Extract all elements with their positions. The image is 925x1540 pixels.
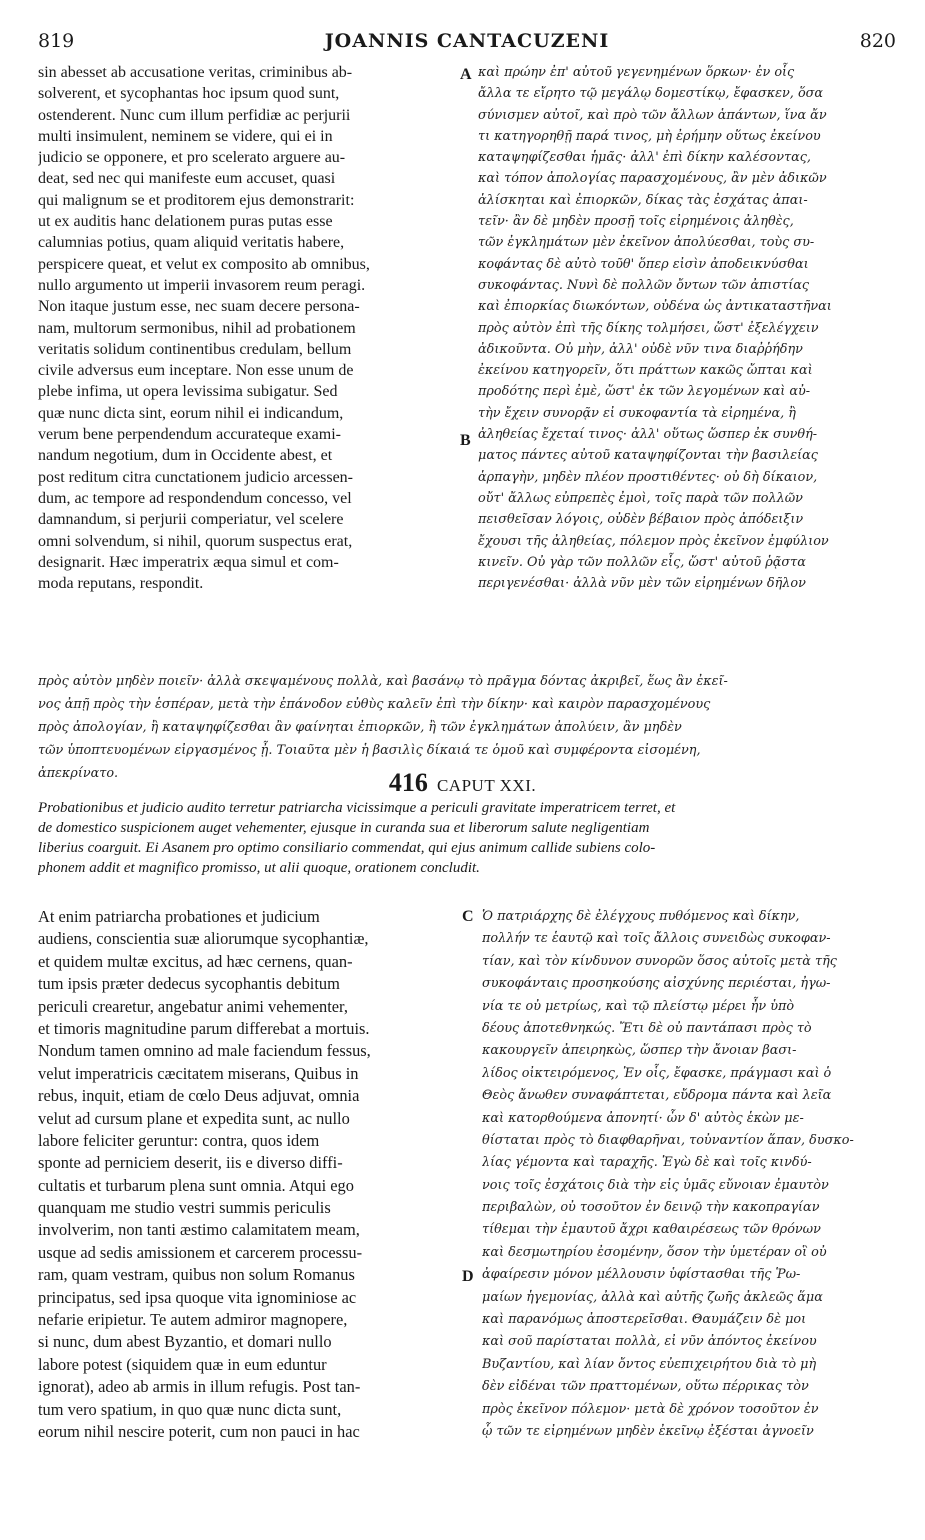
text-line: πεισθεῖσαν λόγοις, οὐδὲν βέβαιον πρὸς ἀπόδειξιν	[478, 512, 804, 528]
text-line: δὲν εἰδέναι τῶν πραττομένων, οὕτω πέρρικας τὸν	[482, 1379, 809, 1395]
text-line: damnandum, si perjurii comperiatur, vel scelere	[38, 511, 344, 529]
text-line: veritatis solidum continentibus credulam, bellum	[38, 340, 352, 358]
chapter-title: CAPUT XXI.	[436, 776, 537, 795]
text-line: sin abesset ab accusatione veritas, criminibus ab-	[38, 64, 353, 81]
text-line: velut ad cursum plane et expedita sunt, ac nullo	[38, 1108, 350, 1128]
text-line: μαίων ἡγεμονίας, ἀλλὰ καὶ αὐτῆς ζωῆς ἀκλεῶς ἅμα	[482, 1289, 823, 1305]
text-line: ἀληθείας ἔχεταί τινος· ἀλλ' οὕτως ὥσπερ ἐκ συνθή-	[478, 427, 818, 443]
text-line: omni solvendum, si nihil, quorum suspectus erat,	[38, 532, 353, 550]
text-line: κινεῖν. Οὐ γὰρ τῶν πολλῶν εἷς, ὥστ' αὐτοῦ ῥᾷστα	[478, 554, 806, 570]
greek-column-top	[478, 62, 896, 594]
text-line: post reditum citra cunctationem judicio arcessen-	[38, 468, 353, 486]
text-line: Θεὸς ἄνωθεν συναφάπτεται, εὔδρομα πάντα καὶ λεῖα	[482, 1088, 832, 1104]
text-line: ἀδικοῦντα. Οὐ μὴν, ἀλλ' οὐδὲ νῦν τινα διαῤῥήδην	[478, 341, 803, 357]
text-line: phonem addit et magnifico promisso, ut alii quoque, orationem concludit.	[38, 860, 480, 876]
text-line: οὔτ' ἄλλως εὐπρεπὲς ἐμοὶ, τοῖς παρὰ τῶν πολλῶν	[478, 490, 803, 506]
text-line: ἔχουσι τῆς ἀληθείας, πόλεμον πρὸς ἐκεῖνον ἐμφύλιον	[478, 533, 829, 549]
text-line: περιγενέσθαι· ἀλλὰ νῦν μὲν τῶν εἰρημένων δῆλον	[478, 576, 806, 592]
text-line: Βυζαντίου, καὶ λίαν ὄντος εὐεπιχειρήτου διὰ τὸ μὴ	[482, 1356, 817, 1372]
text-line: multi insimulent, neminem se videre, qui ei in	[38, 127, 333, 145]
text-line: συκοφάντας. Νυνὶ δὲ πολλῶν ὄντων τῶν ἀπιστίας	[478, 277, 810, 293]
text-line: nullo argumento ut imperii invasorem reum peragi.	[38, 276, 366, 294]
text-line: ἁρπαγὴν, μηδὲν πλέον προστιθέντες· οὐ δὴ δίκαιον,	[478, 469, 818, 485]
text-line: πρὸς ἀπολογίαν, ἢ καταψηφίζεσθαι ἂν φαίνηται ἐπιορκῶν, ἢ τῶν ἐγκλημάτων ἀπολύειν, ἂν μηδὲν	[38, 720, 682, 735]
text-line: qui malignum se et proditorem ejus demonstrarit:	[38, 191, 355, 209]
text-line: nefarie eripietur. Te autem admiror magnopere,	[38, 1310, 348, 1330]
text-line: audiens, conscientia suæ aliorumque sycophantiæ,	[38, 929, 369, 949]
text-line: καὶ παρανόμως ἀποστερεῖσθαι. Θαυμάζειν δὲ μοι	[482, 1312, 807, 1328]
text-line: perspicere queat, et velut ex composito ab omnibus,	[38, 255, 370, 273]
greek-column-bottom	[482, 906, 896, 1443]
margin-letter-b: B	[460, 432, 471, 449]
text-line: Ὁ πατριάρχης δὲ ἐλέγχους πυθόμενος καὶ δίκην,	[482, 909, 800, 924]
text-line: τίθεμαι τὴν ἐμαυτοῦ ἄχρι καθαιρέσεως τῶν θρόνων	[482, 1222, 821, 1238]
text-line: σύνισμεν αὐτοῖ, καὶ πρὸ τῶν ἄλλων ἁπάντων, ἵνα ἄν	[478, 107, 827, 123]
text-line: ram, quam vestram, quibus non solum Romanus	[38, 1265, 355, 1285]
text-line: calumnias potius, quam aliquid veritatis habere,	[38, 234, 345, 252]
chapter-summary	[38, 798, 896, 878]
text-line: λίδος οἰκτειρόμενος, Ἐν οἷς, ἔφασκε, πράγμασι καὶ ὁ	[482, 1065, 832, 1081]
text-line: ἀπεκρίνατο.	[38, 766, 119, 781]
text-line: ματος πάντες αὐτοῦ καταψηφίζονται τὴν βασιλείας	[478, 448, 818, 464]
text-line: Nondum tamen omnino ad male faciendum fessus,	[38, 1041, 371, 1061]
text-line: ἀφαίρεσιν μόνον μέλλουσιν ὑφίστασθαι τῆς Ῥω-	[482, 1267, 801, 1283]
margin-letter-d: D	[462, 1268, 474, 1285]
text-line: Probationibus et judicio audito terretur patriarcha vicissimque a periculi gravitate imperatricem terret, et	[38, 800, 676, 816]
text-line: nam, multorum sermonibus, nihil ad probationem	[38, 319, 356, 337]
latin-column-bottom	[38, 906, 462, 1443]
text-line: At enim patriarcha probationes et judicium	[38, 907, 320, 926]
text-line: dum, ac tempore ad respondendum concesso, vel	[38, 489, 352, 507]
text-line: plebe infima, ut opera levissima subigatur. Sed	[38, 383, 338, 401]
text-line: involverim, non tanti æstimo calamitatem meam,	[38, 1220, 360, 1240]
text-line: civile adversus eum inceptare. Non esse unum de	[38, 362, 354, 380]
text-line: κακουργεῖν ἀπειρηκὼς, ὥσπερ τὴν ἄνοιαν βασι-	[482, 1043, 797, 1059]
text-line: solverent, et sycophantas hoc ipsum quod sunt,	[38, 85, 340, 103]
margin-letter-c: C	[462, 908, 474, 925]
text-line: principatus, sed ipsa quoque vita ignominiose ac	[38, 1287, 357, 1307]
text-line: Non itaque justum esse, nec suam decere persona-	[38, 298, 360, 316]
chapter-number: 416	[388, 768, 428, 797]
text-line: tum ipsis præter dedecus sycophantis debitum	[38, 974, 340, 994]
text-line: τὴν ἔχειν συνορᾷν εἰ συκοφαντία τὰ εἰρημένα, ἢ	[478, 405, 796, 421]
text-line: τῶν ὑποπτευομένων εἰργασμένος ᾖ. Τοιαῦτα μὲν ἡ βασιλὶς δίκαιά τε ὁμοῦ καὶ συμφέροντα εἰσομένη,	[38, 743, 701, 758]
text-line: labore potest (siquidem quæ in eum eduntur	[38, 1354, 327, 1374]
text-line: πολλήν τε ἑαυτῷ καὶ τοῖς ἄλλοις συνειδὼς συκοφαν-	[482, 931, 831, 947]
text-line: designarit. Hæc imperatrix æqua simul et com-	[38, 553, 339, 571]
text-line: δέους ἀποτεθνηκώς. Ἔτι δὲ οὐ παντάπασι πρὸς τὸ	[482, 1020, 812, 1036]
text-line: τεῖν· ἂν δὲ μηδὲν προσῇ τοῖς εἰρημένοις ἀληθὲς,	[478, 214, 794, 230]
text-line: νος ἀπῇ πρὸς τὴν ἑσπέραν, μετὰ τὴν ἐπάνοδον εὐθὺς καλεῖν ἐπὶ τὴν δίκην· καὶ καιρὸν παρασχομένους	[38, 697, 711, 712]
text-line: judicio se opponere, et pro scelerato arguere au-	[38, 149, 346, 167]
text-line: πρὸς αὐτὸν μηδὲν ποιεῖν· ἀλλὰ σκεψαμένους πολλὰ, καὶ βασάνῳ τὸ πρᾶγμα δόντας ἀκριβεῖ, ἕως ἂν ἐκεῖ-	[38, 674, 728, 689]
text-line: καταψηφίζεσθαι ἡμᾶς· ἀλλ' ἐπὶ δίκην καλέσοντας,	[478, 150, 811, 166]
latin-column-top	[38, 62, 458, 594]
margin-letter-a: A	[460, 66, 472, 83]
text-line: προδότης περὶ ἐμὲ, ὥστ' ἐκ τῶν λεγομένων καὶ αὐ-	[478, 384, 811, 400]
text-line: νία τε οὐ μετρίως, καὶ τῷ πλείστῳ μέρει ἦν ὑπὸ	[482, 998, 795, 1014]
text-line: κοφάντας δὲ αὐτὸ τοῦθ' ὅπερ εἰσὶν ἀποδεικνύσθαι	[478, 256, 809, 272]
text-line: labore feliciter geruntur: contra, quos idem	[38, 1130, 320, 1150]
running-header	[38, 30, 896, 56]
text-line: usque ad sedis amissionem et carcerem processu-	[38, 1242, 363, 1262]
text-line: ἄλλα τε εἴρητο τῷ μεγάλῳ δομεστίκῳ, ἔφασκεν, ὅσα	[478, 86, 824, 102]
text-line: καὶ σοῦ παρίσταται πολλὰ, εἰ νῦν ἀπόντος ἐκείνου	[482, 1334, 817, 1350]
text-line: quæ nunc dicta sint, eorum nihil ei indicandum,	[38, 404, 344, 422]
text-line: καὶ πρώην ἐπ' αὐτοῦ γεγενημένων ὅρκων· ἐν οἷς	[478, 65, 795, 80]
text-line: moda reputans, respondit.	[38, 575, 204, 593]
page-number-left: 819	[38, 30, 75, 52]
text-line: rebus, inquit, etiam de cœlo Deus adjuvat, omnia	[38, 1086, 360, 1106]
text-line: nandum negotium, dum in Occidente abest, et	[38, 447, 333, 465]
text-line: quanquam me studio vestri summis periculis	[38, 1198, 331, 1218]
text-line: tum vero spatium, in quo quæ nunc dicta sunt,	[38, 1399, 342, 1419]
text-line: καὶ ἐπιορκίας διωκόντων, οὐδένα ὡς ἀντικαταστῆναι	[478, 299, 832, 315]
text-line: πρὸς ἐκεῖνον πόλεμον· μετὰ δὲ χρόνον τοσοῦτον ἐν	[482, 1401, 819, 1417]
text-line: ignorat), adeo ab armis in illum refugis. Post tan-	[38, 1377, 361, 1397]
text-line: ᾧ τῶν τε εἰρημένων μηδὲν ἐκεῖνῳ ἐξέσται ἀγνοεῖν	[482, 1423, 814, 1439]
text-line: καὶ τόπον ἀπολογίας παρασχομένους, ἂν μὲν ἀδικῶν	[478, 171, 827, 187]
text-line: ut ex auditis hanc delationem puras putas esse	[38, 213, 333, 231]
text-line: θίσταται πρὸς τὸ διαφθαρῆναι, τοὐναντίον ἅπαν, δυσκο-	[482, 1132, 854, 1148]
text-line: deat, sed nec qui manifeste eum accuset, quasi	[38, 170, 336, 188]
text-line: περιβαλὼν, οὐ τοσοῦτον ἐν δεινῷ τὴν κακοπραγίαν	[482, 1200, 820, 1216]
text-line: τῶν ἐγκλημάτων μὲν ἐκεῖνον ἀπολύεσθαι, τοὺς συ-	[478, 235, 815, 251]
text-line: sponte ad perniciem deserit, iis e diverso diffi-	[38, 1153, 343, 1173]
text-line: velut imperatricis cæcitatem miserans, Quibus in	[38, 1063, 359, 1083]
text-line: ostenderent. Nunc cum illum perfidiæ ac perjurii	[38, 106, 351, 124]
text-line: τίαν, καὶ τὸν κίνδυνον συνορῶν ὅσος αὐτοῖς μετὰ τῆς	[482, 953, 837, 969]
text-line: eorum nihil nescire poterit, cum non pauci in hac	[38, 1421, 360, 1441]
text-line: et quidem multæ excitus, ad hæc cernens, quan-	[38, 951, 353, 971]
chapter-heading	[0, 768, 925, 798]
page-number-right: 820	[859, 30, 896, 52]
running-title: JOANNIS CANTACUZENI	[324, 30, 610, 52]
text-line: καὶ δεσμωτηρίου ἐσομένην, ὅσον τὴν ὑμετέραν οἳ οὐ	[482, 1244, 827, 1260]
text-line: periculi crearetur, angebatur animi vehementer,	[38, 996, 348, 1016]
text-line: cultatis et turbarum plena sunt omnia. Atqui ego	[38, 1175, 354, 1195]
text-line: συκοφάνταις προσηκούσης αἰσχύνης περιέσται, ἠγω-	[482, 976, 831, 992]
text-line: verum bene perpendendum accurateque exami-	[38, 426, 341, 444]
text-line: λίας γέμοντα καὶ ταραχῆς. Ἐγὼ δὲ καὶ τοῖς κινδύ-	[482, 1155, 812, 1171]
text-line: πρὸς αὐτὸν ἐπὶ τῆς δίκης τολμήσει, ὥστ' ἐξελέγχειν	[478, 320, 819, 336]
text-line: ἐκείνου κατηγορεῖν, ὅτι πράττων κακῶς ὤπται καὶ	[478, 363, 813, 379]
text-line: ἁλίσκηται καὶ ἐπιορκῶν, δίκας τὰς ἐσχάτας ἀπαι-	[478, 192, 808, 208]
text-line: et timoris magnitudine parum differebat a mortuis.	[38, 1018, 370, 1038]
text-line: νοις τοῖς ἐσχάτοις διὰ τὴν εἰς ὑμᾶς εὔνοιαν ἐμαυτὸν	[482, 1177, 829, 1193]
text-line: de domestico suspicionem auget vehementer, ejusque in curanda sua et liberorum salute negligentiam	[38, 820, 650, 836]
text-line: τι κατηγορηθῇ παρά τινος, μὴ ἐρήμην οὕτως ἐκείνου	[478, 128, 821, 144]
text-line: liberius coarguit. Ei Asanem pro optimo consiliario commendat, qui ejus animum callide subiens colo-	[38, 840, 656, 856]
text-line: si nunc, dum abest Byzantio, et domari nullo	[38, 1332, 332, 1352]
text-line: καὶ κατορθούμενα ἀπονητί· ὧν δ' αὐτὸς ἑκὼν με-	[482, 1110, 804, 1126]
